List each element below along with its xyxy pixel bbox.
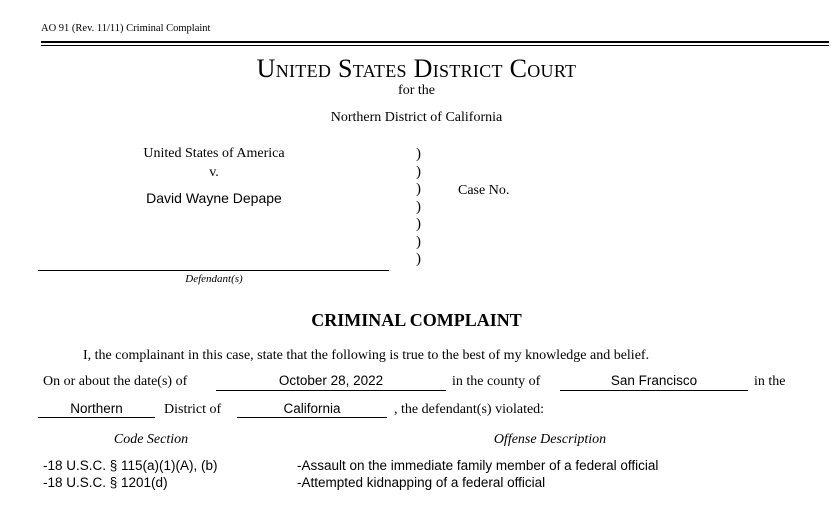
in-the-label: in the [754,374,786,389]
district-direction-value: Northern [70,401,123,416]
complainant-statement: I, the complainant in this case, state that the following is true to the best of my knowledge and belief. [83,348,650,363]
county-field-line [560,390,748,391]
complaint-heading: CRIMINAL COMPLAINT [311,310,522,330]
state-field-line [237,417,387,418]
violated-label: , the defendant(s) violated: [394,402,545,417]
code-section-header: Code Section [113,432,189,447]
caption-paren: ) [416,146,421,162]
caption-paren: ) [416,233,421,250]
district-direction-line [38,417,155,418]
county-value: San Francisco [610,373,698,388]
offense-description-cell: -Assault on the immediate family member of a federal official [297,458,659,473]
header-rule-bottom [41,45,829,46]
versus-label: v. [209,165,219,180]
offense-description-header: Offense Description [493,432,607,447]
form-number-header: AO 91 (Rev. 11/11) Criminal Complaint [41,23,211,34]
defendant-label: Defendant(s) [185,273,243,285]
district-of-label: District of [164,402,222,417]
header-rule-top [41,41,829,43]
court-district: Northern District of California [330,110,503,125]
code-section-cell: -18 U.S.C. § 1201(d) [43,475,168,490]
offense-description-cell: -Attempted kidnapping of a federal official [297,475,546,490]
state-value: California [283,401,341,416]
caption-paren: ) [416,163,421,180]
plaintiff-name: United States of America [143,146,285,161]
offense-date-value: October 28, 2022 [278,373,384,388]
on-or-about-label: On or about the date(s) of [43,374,188,389]
defendant-name: David Wayne Depape [146,190,282,206]
date-field-line [216,390,446,391]
defendant-signature-line [38,270,389,271]
court-title: United States District Court [256,54,577,83]
caption-paren: ) [416,181,421,197]
for-the-label: for the [398,83,435,98]
in-county-label: in the county of [452,374,541,389]
case-number-label: Case No. [458,183,510,198]
code-section-cell: -18 U.S.C. § 115(a)(1)(A), (b) [43,458,218,473]
caption-paren: ) [416,216,421,232]
caption-paren: ) [416,251,421,267]
caption-paren: ) [416,198,421,215]
